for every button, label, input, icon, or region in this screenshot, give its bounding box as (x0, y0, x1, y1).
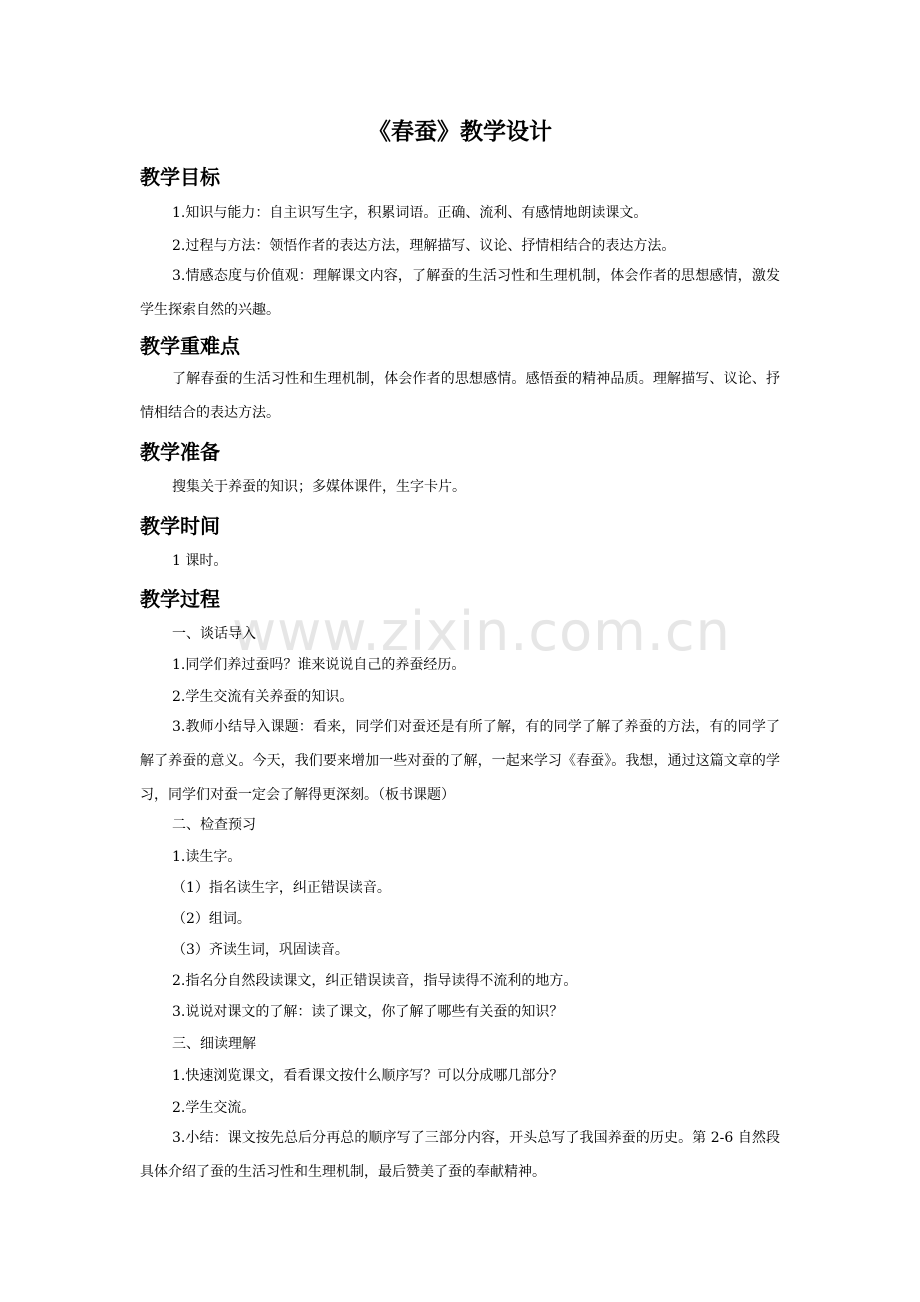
process-part2-item-3: （2）组词。 (172, 911, 251, 927)
process-part3-item-2: 2.学生交流。 (172, 1100, 256, 1116)
process-part2-item-6: 3.说说对课文的了解：读了课文，你了解了哪些有关蚕的知识？ (172, 1004, 564, 1020)
preparation-text: 搜集关于养蚕的知识；多媒体课件，生字卡片。 (172, 479, 466, 495)
process-part2-title: 二、检查预习 (172, 817, 256, 833)
heading-time: 教学时间 (140, 514, 220, 538)
process-part3-item-3: 3.小结：课文按先总后分再总的顺序写了三部分内容，开头总写了我国养蚕的历史。第 2-6 自然段具体介绍了蚕的生活习性和生理机制，最后赞美了蚕的奉献精神。 (140, 1130, 780, 1180)
process-part2-item-2: （1）指名读生字，纠正错误读音。 (172, 880, 391, 896)
process-part1-item-3: 3.教师小结导入课题：看来，同学们对蚕还是有所了解，有的同学了解了养蚕的方法，有的同学了解了养蚕的意义。今天，我们要来增加一些对蚕的了解，一起来学习《春蚕》。我想，通过这篇文章的学习，同学们对蚕一定会了解得更深刻。（板书课题） (140, 719, 780, 803)
goal-item-1: 1.知识与能力：自主识写生字，积累词语。正确、流利、有感情地朗读课文。 (172, 205, 648, 221)
goal-item-3: 3.情感态度与价值观：理解课文内容，了解蚕的生活习性和生理机制，体会作者的思想感情，激发学生探索自然的兴趣。 (140, 268, 780, 318)
process-part2-item-1: 1.读生字。 (172, 849, 242, 865)
time-text: 1 课时。 (172, 553, 228, 569)
process-part3-title: 三、细读理解 (172, 1036, 256, 1052)
process-part1-item-2: 2.学生交流有关养蚕的知识。 (172, 689, 354, 705)
process-part3-item-1: 1.快速浏览课文，看看课文按什么顺序写？可以分成哪几部分？ (172, 1068, 564, 1084)
document-title: 《春蚕》教学设计 (368, 118, 552, 145)
process-part1-item-1: 1.同学们养过蚕吗？谁来说说自己的养蚕经历。 (172, 657, 466, 673)
goal-item-2: 2.过程与方法：领悟作者的表达方法，理解描写、议论、抒情相结合的表达方法。 (172, 238, 676, 254)
heading-keypoints: 教学重难点 (140, 334, 240, 358)
keypoints-text: 了解春蚕的生活习性和生理机制，体会作者的思想感情。感悟蚕的精神品质。理解描写、议论、抒情相结合的表达方法。 (140, 371, 780, 421)
process-part2-item-5: 2.指名分自然段读课文，纠正错误读音，指导读得不流利的地方。 (172, 973, 578, 989)
heading-preparation: 教学准备 (140, 440, 220, 464)
process-part2-item-4: （3）齐读生词，巩固读音。 (172, 942, 349, 958)
process-part1-title: 一、谈话导入 (172, 626, 256, 642)
heading-goals: 教学目标 (140, 165, 220, 189)
watermark: www.zixin.com.cn (232, 600, 731, 663)
heading-process: 教学过程 (140, 587, 220, 611)
